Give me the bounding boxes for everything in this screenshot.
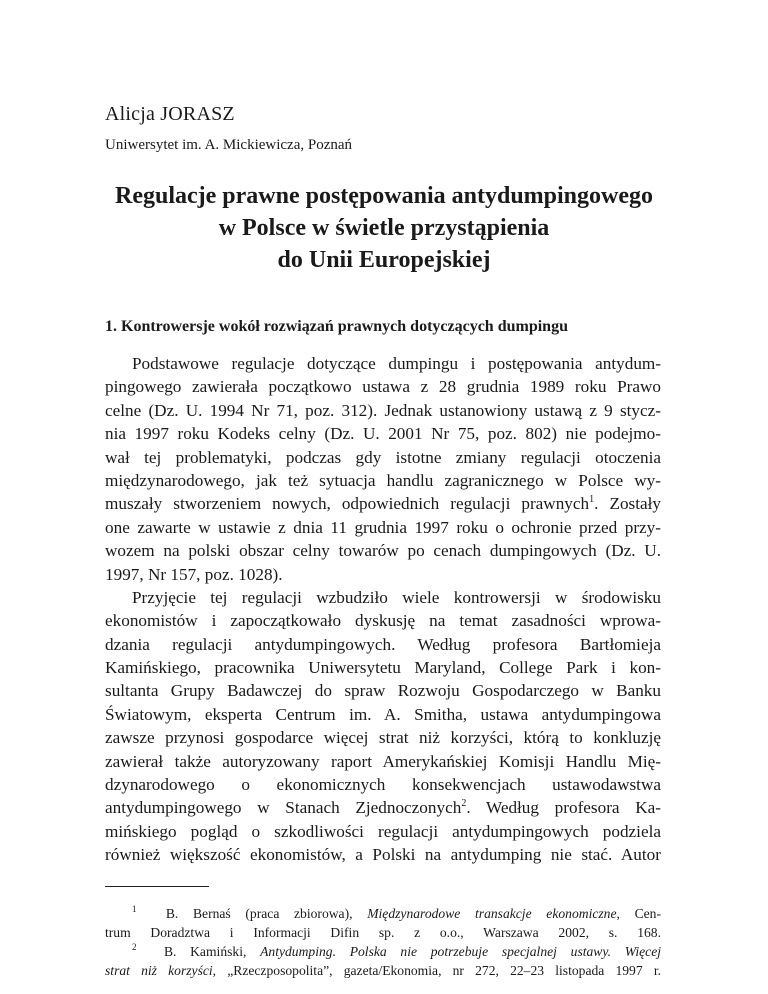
text-line: muszały stworzeniem nowych, odpowiednich regulacji prawnych$^1$. Zostały [105, 494, 662, 514]
footnote-ref-2[interactable]: 2 [461, 798, 467, 810]
text-line: również większość ekonomistów, a Polski na antydumping nie stać. Autor [105, 845, 661, 865]
footnote-1: $^1$ B. Bernaś (praca zbiorowa), Międzynarodowe transakcje ekonomiczne, Cen- [132, 904, 661, 921]
author-first-name: Alicja [105, 103, 156, 125]
text-line: ekonomistów i zapoczątkowało dyskusję na temat zasadności wprowa- [105, 611, 661, 631]
article-title [60, 180, 708, 276]
footnotes [105, 904, 661, 980]
text-line: wał tej problematyki, podczas gdy istotne zmiany regulacji otoczenia [105, 447, 661, 467]
text-line: zawsze przynosi gospodarce więcej strat niż korzyści, którą to konkluzję [105, 728, 661, 748]
footnote-mark: 1 [132, 904, 137, 914]
text-line: antydumpingowego w Stanach Zjednoczonych$^2$. Według profesora Ka- [105, 798, 661, 818]
text-line: wozem na polski obszar celny towarów po cenach dumpingowych (Dz. U. [105, 541, 661, 561]
text-line: one zawarte w ustawie z dnia 11 grudnia 1997 roku o ochronie przed przy- [105, 517, 661, 537]
text-line: Przyjęcie tej regulacji wzbudziło wiele kontrowersji w środowisku [132, 587, 661, 607]
title-line: Regulacje prawne postępowania antydumpingowego [114, 183, 654, 209]
footnote-2-cont: strat niż korzyści, „Rzeczposopolita”, gazeta/Ekonomia, nr 272, 22–23 listopada 1997 r. [105, 963, 661, 978]
title-line: do Unii Europejskiej [277, 247, 491, 273]
author-name [105, 103, 235, 126]
text-line: zawierał także autoryzowany raport Amerykańskiej Komisji Handlu Mię- [105, 751, 661, 771]
text-line: dzynarodowego o ekonomicznych konsekwencjach ustawodawstwa [105, 775, 661, 795]
text-line: Kamińskiego, pracownika Uniwersytetu Maryland, College Park i kon- [105, 658, 661, 678]
text-line: sultanta Grupy Badawczej do spraw Rozwoju Gospodarczego w Banku [105, 681, 661, 701]
text-line: pingowego zawierała początkowo ustawa z 28 grudnia 1989 roku Prawo [105, 377, 661, 397]
section-heading: 1. Kontrowersje wokół rozwiązań prawnych dotyczących dumpingu [105, 318, 568, 335]
text-line: dzania regulacji antydumpingowych. Według profesora Bartłomieja [105, 634, 661, 654]
footnote-mark: 2 [132, 942, 137, 952]
author-affiliation: Uniwersytet im. A. Mickiewicza, Poznań [105, 137, 353, 153]
title-line: w Polsce w świetle przystąpienia [218, 215, 550, 241]
text-line: 1997, Nr 157, poz. 1028). [105, 564, 283, 584]
footnote-ref-1[interactable]: 1 [589, 494, 595, 506]
text-line: Podstawowe regulacje dotyczące dumpingu i postępowania antydum- [132, 354, 661, 373]
author-last-name: JORASZ [160, 103, 235, 125]
body-text [105, 352, 661, 867]
footnote-2: $^2$ B. Kamiński, Antydumping. Polska nie potrzebuje specjalnej ustawy. Więcej [132, 942, 661, 959]
footnote-1-cont: trum Doradztwa i Informacji Difin sp. z o.o., Warszawa 2002, s. 168. [105, 925, 661, 940]
text-line: celne (Dz. U. 1994 Nr 71, poz. 312). Jednak ustanowiony ustawą z 9 stycz- [105, 400, 661, 420]
text-line: nia 1997 roku Kodeks celny (Dz. U. 2001 Nr 75, poz. 802) nie podejmo- [105, 424, 661, 444]
text-line: mińskiego pogląd o szkodliwości regulacji antydumpingowych podziela [105, 821, 661, 841]
text-line: Światowym, eksperta Centrum im. A. Smitha, ustawa antydumpingowa [105, 704, 661, 724]
footnote-separator [105, 886, 209, 887]
text-line: międzynarodowego, jak też sytuacja handlu zagranicznego w Polsce wy- [105, 470, 661, 490]
